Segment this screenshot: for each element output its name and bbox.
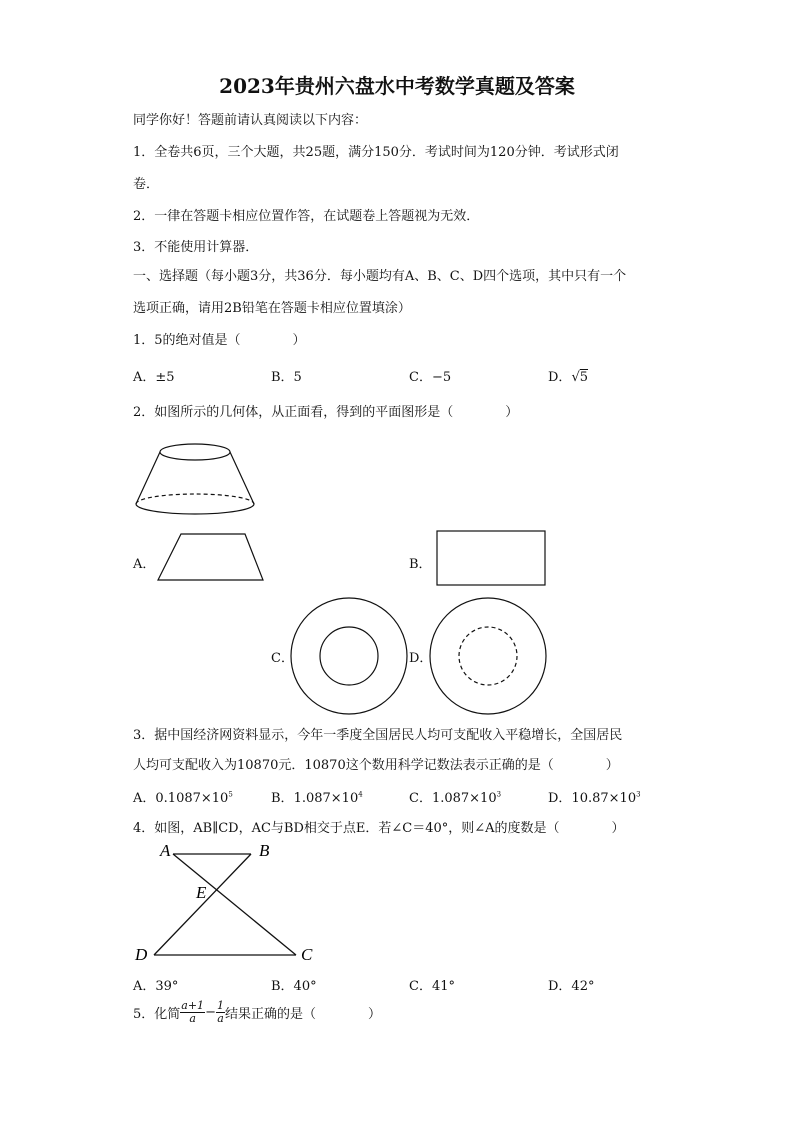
fraction-2-denominator: a xyxy=(217,1012,224,1025)
q3-option-a-exponent: 5 xyxy=(228,790,233,799)
q3-option-b-label: B． xyxy=(271,791,294,806)
q3-option-b-exponent: 4 xyxy=(358,790,363,799)
minus-sign: − xyxy=(205,1005,216,1020)
q3-option-b xyxy=(271,787,363,806)
page-title: 2023年贵州六盘水中考数学真题及答案 xyxy=(219,74,575,98)
q5-stem xyxy=(133,1000,381,1025)
q3-option-c-label: C． xyxy=(409,791,432,806)
q2-stem: 2．如图所示的几何体，从正面看，得到的平面图形是（ ） xyxy=(133,405,519,420)
q3-option-d-base: 10.87×10 xyxy=(571,791,637,806)
fraction-a-plus-1-over-a xyxy=(180,1000,205,1025)
point-a: A xyxy=(160,841,171,860)
note-1: 1．全卷共6页，三个大题，共25题，满分150分．考试时间为120分钟．考试形式闭 xyxy=(133,145,619,160)
q1-option-d xyxy=(548,366,588,385)
section-heading: 一、选择题（每小题3分，共36分．每小题均有A、B、C、D四个选项，其中只有一个 xyxy=(133,269,627,284)
option-c-concentric-circles xyxy=(286,596,412,716)
intro-text: 同学你好！答题前请认真阅读以下内容： xyxy=(133,113,368,128)
option-d-dashed-inner-circle xyxy=(425,596,551,716)
parallel-lines-figure xyxy=(130,838,330,968)
q3-option-c-exponent: 3 xyxy=(496,790,502,799)
q5-prefix: 5．化简 xyxy=(133,1007,181,1022)
q2-label-d: D． xyxy=(409,651,433,666)
option-b-rectangle xyxy=(432,527,552,589)
q3-stem-line-1: 3．据中国经济网资料显示，今年一季度全国居民人均可支配收入平稳增长，全国居民 xyxy=(133,728,623,743)
q1-option-a: A．±5 xyxy=(133,370,175,385)
q3-option-c-base: 1.087×10 xyxy=(431,791,497,806)
q3-option-c xyxy=(409,787,501,806)
fraction-2-numerator: 1 xyxy=(216,999,224,1012)
q3-option-d-label: D． xyxy=(548,791,572,806)
note-3: 3．不能使用计算器． xyxy=(133,240,259,255)
q4-option-d: D．42° xyxy=(548,979,595,994)
q4-option-c: C．41° xyxy=(409,979,455,994)
q3-option-a-base: 0.1087×10 xyxy=(155,791,229,806)
fraction-1-denominator: a xyxy=(189,1012,196,1025)
frustum-solid xyxy=(130,440,260,520)
q1-option-c: C．−5 xyxy=(409,370,452,385)
q4-option-a: A．39° xyxy=(133,979,179,994)
point-e: E xyxy=(196,883,207,902)
q2-label-c: C． xyxy=(271,651,294,666)
radical-sign: √ xyxy=(571,370,580,385)
q5-suffix: 结果正确的是（ ） xyxy=(224,1007,381,1022)
q3-option-d-exponent: 3 xyxy=(636,790,641,799)
fraction-1-over-a xyxy=(216,1000,225,1025)
q3-option-a-label: A． xyxy=(133,791,156,806)
q3-option-b-base: 1.087×10 xyxy=(293,791,359,806)
q3-option-d xyxy=(548,787,641,806)
option-a-trapezoid xyxy=(150,530,270,585)
radicand: 5 xyxy=(579,370,589,385)
fraction-1-numerator: a+1 xyxy=(181,999,205,1012)
note-2: 2．一律在答题卡相应位置作答，在试题卷上答题视为无效． xyxy=(133,209,480,224)
point-b: B xyxy=(259,841,270,860)
section-heading-cont: 选项正确，请用2B铅笔在答题卡相应位置填涂） xyxy=(133,301,411,316)
q3-stem-line-2: 人均可支配收入为10870元．10870这个数用科学记数法表示正确的是（ ） xyxy=(133,758,619,773)
q2-label-a: A． xyxy=(133,557,156,572)
q2-label-b: B． xyxy=(409,557,432,572)
point-d: D xyxy=(135,945,148,964)
q1-option-b: B．5 xyxy=(271,370,302,385)
point-c: C xyxy=(301,945,313,964)
q4-stem: 4．如图，AB∥CD，AC与BD相交于点E．若∠C＝40°，则∠A的度数是（ ） xyxy=(133,821,625,836)
q1-option-d-label: D． xyxy=(548,370,572,385)
q4-option-b: B．40° xyxy=(271,979,317,994)
note-1-cont: 卷． xyxy=(133,177,160,192)
q1-stem: 1．5的绝对值是（ ） xyxy=(133,333,306,348)
q3-option-a xyxy=(133,787,233,806)
